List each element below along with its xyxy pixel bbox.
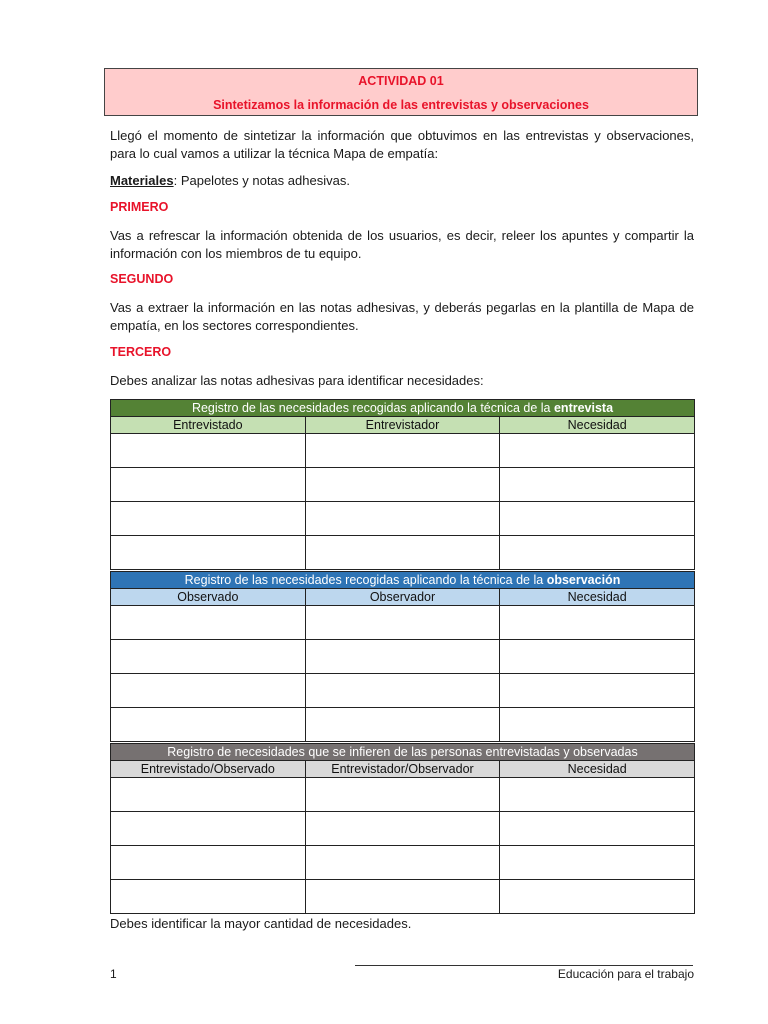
table-cell[interactable] (500, 880, 695, 914)
table-cell[interactable] (305, 502, 500, 536)
column-header: Necesidad (500, 761, 695, 778)
table-cell[interactable] (500, 640, 695, 674)
table-title: Registro de necesidades que se infieren de las personas entrevistadas y observadas (111, 744, 695, 761)
table-cell[interactable] (305, 606, 500, 640)
table-cell[interactable] (111, 468, 306, 502)
table-cell[interactable] (305, 468, 500, 502)
inferred-needs-table (110, 743, 695, 914)
table-cell[interactable] (500, 536, 695, 570)
table-cell[interactable] (500, 778, 695, 812)
materials-text: : Papelotes y notas adhesivas. (173, 173, 350, 188)
activity-title: Sintetizamos la información de las entrevistas y observaciones (213, 98, 589, 112)
table-cell[interactable] (500, 434, 695, 468)
table-cell[interactable] (500, 812, 695, 846)
table-row (111, 640, 695, 674)
table-row (111, 846, 695, 880)
table-title: Registro de las necesidades recogidas aplicando la técnica de la observación (111, 572, 695, 589)
table-cell[interactable] (111, 502, 306, 536)
step-title-third: TERCERO (110, 345, 172, 359)
table-cell[interactable] (111, 880, 306, 914)
column-header: Necesidad (500, 417, 695, 434)
table-cell[interactable] (305, 708, 500, 742)
table-title: Registro de las necesidades recogidas aplicando la técnica de la entrevista (111, 400, 695, 417)
page-number: 1 (110, 967, 117, 981)
observation-needs-table (110, 571, 695, 742)
table-cell[interactable] (111, 846, 306, 880)
table-row (111, 674, 695, 708)
step-text-second: Vas a extraer la información en las notas adhesivas, y deberás pegarlas en la plantilla de Mapa de empatía, en los sectores correspondientes. (110, 300, 694, 333)
column-header: Necesidad (500, 589, 695, 606)
table-row (111, 812, 695, 846)
footer-divider (355, 965, 693, 966)
closing-note: Debes identificar la mayor cantidad de necesidades. (110, 916, 412, 931)
step-title-second: SEGUNDO (110, 272, 174, 286)
table-cell[interactable] (111, 674, 306, 708)
table-cell[interactable] (305, 640, 500, 674)
table-cell[interactable] (500, 674, 695, 708)
table-row (111, 880, 695, 914)
table-cell[interactable] (500, 708, 695, 742)
table-cell[interactable] (111, 536, 306, 570)
table-row (111, 606, 695, 640)
table-cell[interactable] (305, 536, 500, 570)
footer-course: Educación para el trabajo (557, 967, 694, 981)
table-row (111, 778, 695, 812)
interview-needs-table (110, 399, 695, 570)
table-row (111, 502, 695, 536)
materials-label: Materiales (110, 173, 174, 188)
table-row (111, 536, 695, 570)
table-cell[interactable] (305, 812, 500, 846)
table-cell[interactable] (500, 502, 695, 536)
table-cell[interactable] (111, 778, 306, 812)
intro-paragraph: Llegó el momento de sintetizar la información que obtuvimos en las entrevistas y observaciones, para lo cual vamos a utilizar la técnica Mapa de empatía: (110, 128, 694, 161)
table-cell[interactable] (111, 708, 306, 742)
table-cell[interactable] (111, 812, 306, 846)
column-header: Entrevistado (111, 417, 306, 434)
table-cell[interactable] (111, 434, 306, 468)
table-cell[interactable] (500, 846, 695, 880)
table-cell[interactable] (305, 880, 500, 914)
activity-header (104, 68, 698, 116)
table-row (111, 468, 695, 502)
table-row (111, 708, 695, 742)
column-header: Observador (305, 589, 500, 606)
column-header: Entrevistador (305, 417, 500, 434)
table-cell[interactable] (111, 640, 306, 674)
table-cell[interactable] (500, 468, 695, 502)
table-cell[interactable] (111, 606, 306, 640)
table-cell[interactable] (500, 606, 695, 640)
step-text-first: Vas a refrescar la información obtenida de los usuarios, es decir, releer los apuntes y compartir la información con los miembros de tu equipo. (110, 228, 694, 261)
column-header: Entrevistado/Observado (111, 761, 306, 778)
column-header: Entrevistador/Observador (305, 761, 500, 778)
column-header: Observado (111, 589, 306, 606)
activity-number: ACTIVIDAD 01 (358, 74, 444, 88)
table-cell[interactable] (305, 434, 500, 468)
step-title-first: PRIMERO (110, 200, 169, 214)
table-cell[interactable] (305, 846, 500, 880)
table-cell[interactable] (305, 674, 500, 708)
materials-line (110, 172, 694, 190)
table-row (111, 434, 695, 468)
table-cell[interactable] (305, 778, 500, 812)
step-text-third: Debes analizar las notas adhesivas para identificar necesidades: (110, 373, 484, 388)
